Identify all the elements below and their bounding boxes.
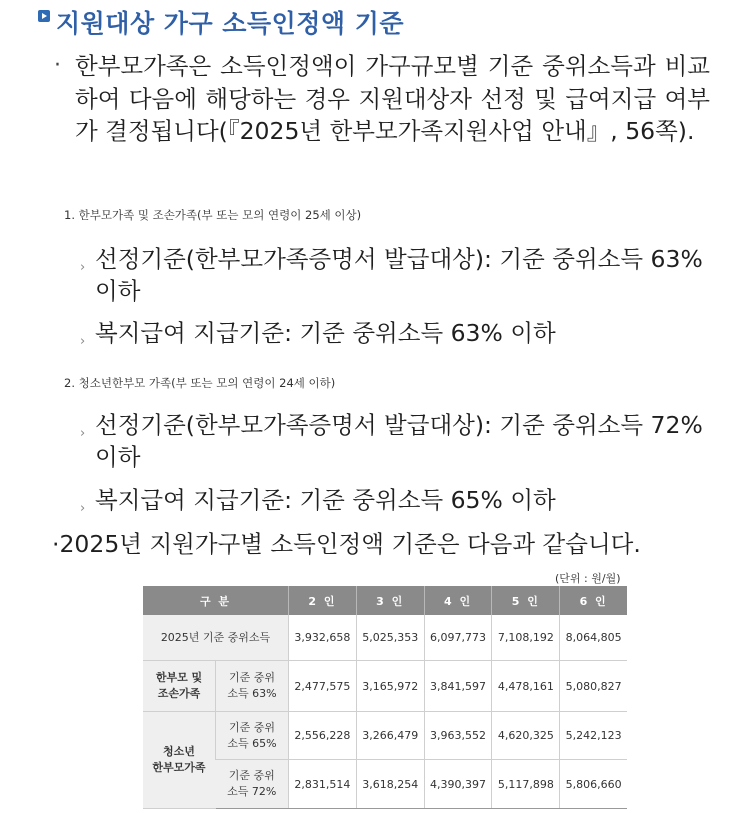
row-label: 기준 중위 소득 72% xyxy=(216,760,289,809)
table-cell: 3,165,972 xyxy=(356,661,424,712)
table-cell: 4,620,325 xyxy=(492,712,560,760)
intro-paragraph xyxy=(54,50,710,148)
section2-criteria2 xyxy=(80,484,705,516)
table-cell: 5,025,353 xyxy=(356,615,424,661)
table-row xyxy=(143,661,627,712)
section1-criteria2 xyxy=(80,317,705,349)
table-cell: 5,117,898 xyxy=(492,760,560,809)
table-cell: 3,266,479 xyxy=(356,712,424,760)
section2-criteria1-text: 선정기준(한부모가족증명서 발급대상): 기준 중위소득 72% 이하 xyxy=(95,411,703,471)
section2-heading: 2. 청소년한부모 가족(부 또는 모의 연령이 24세 이하) xyxy=(64,376,336,390)
table-header: 구 분 xyxy=(143,586,289,615)
arrow-bullet-icon: › xyxy=(80,334,86,349)
table-cell: 3,841,597 xyxy=(424,661,492,712)
table-cell: 3,963,552 xyxy=(424,712,492,760)
table-header: 4 인 xyxy=(424,586,492,615)
income-table xyxy=(143,586,627,809)
section1-criteria2-text: 복지급여 지급기준: 기준 중위소득 63% 이하 xyxy=(95,319,556,347)
summary-paragraph xyxy=(52,528,641,560)
table-header: 2 인 xyxy=(289,586,357,615)
table-cell: 5,080,827 xyxy=(560,661,627,712)
table-row xyxy=(143,615,627,661)
section-title xyxy=(38,4,404,40)
section1-criteria1-text: 선정기준(한부모가족증명서 발급대상): 기준 중위소득 63% 이하 xyxy=(95,245,703,305)
table-row xyxy=(143,760,627,809)
table-header: 3 인 xyxy=(356,586,424,615)
title-bullet-icon xyxy=(38,10,50,22)
row-group: 한부모 및 조손가족 xyxy=(143,661,216,712)
table-cell: 4,390,397 xyxy=(424,760,492,809)
row-label: 기준 중위 소득 65% xyxy=(216,712,289,760)
row-label: 2025년 기준 중위소득 xyxy=(143,615,289,661)
arrow-bullet-icon: › xyxy=(80,501,86,516)
table-header: 5 인 xyxy=(492,586,560,615)
table-header: 6 인 xyxy=(560,586,627,615)
title-text: 지원대상 가구 소득인정액 기준 xyxy=(56,9,405,38)
section1-criteria1 xyxy=(80,243,705,307)
bullet-dot-icon: · xyxy=(52,530,60,558)
section2-criteria2-text: 복지급여 지급기준: 기준 중위소득 65% 이하 xyxy=(95,486,556,514)
table-cell: 8,064,805 xyxy=(560,615,627,661)
bullet-dot-icon: · xyxy=(54,53,61,78)
table-cell: 7,108,192 xyxy=(492,615,560,661)
table-cell: 6,097,773 xyxy=(424,615,492,661)
table-cell: 5,806,660 xyxy=(560,760,627,809)
arrow-bullet-icon: › xyxy=(80,260,86,275)
table-cell: 3,932,658 xyxy=(289,615,357,661)
table-cell: 2,831,514 xyxy=(289,760,357,809)
table-cell: 3,618,254 xyxy=(356,760,424,809)
table-cell: 2,556,228 xyxy=(289,712,357,760)
arrow-bullet-icon: › xyxy=(80,426,86,441)
row-group: 청소년 한부모가족 xyxy=(143,712,216,809)
row-label: 기준 중위 소득 63% xyxy=(216,661,289,712)
section2-criteria1 xyxy=(80,409,705,473)
intro-text: 한부모가족은 소득인정액이 가구규모별 기준 중위소득과 비교하여 다음에 해당하는 경우 지원대상자 선정 및 급여지급 여부가 결정됩니다(『2025년 한부모가족지원사업 안내』, 56쪽). xyxy=(75,52,710,145)
summary-text: 2025년 지원가구별 소득인정액 기준은 다음과 같습니다. xyxy=(59,530,641,558)
section1-heading: 1. 한부모가족 및 조손가족(부 또는 모의 연령이 25세 이상) xyxy=(64,208,362,222)
table-cell: 5,242,123 xyxy=(560,712,627,760)
table-row xyxy=(143,712,627,760)
table-cell: 4,478,161 xyxy=(492,661,560,712)
table-cell: 2,477,575 xyxy=(289,661,357,712)
table-unit: (단위 : 원/월) xyxy=(555,572,621,585)
table-header-row xyxy=(143,586,627,615)
